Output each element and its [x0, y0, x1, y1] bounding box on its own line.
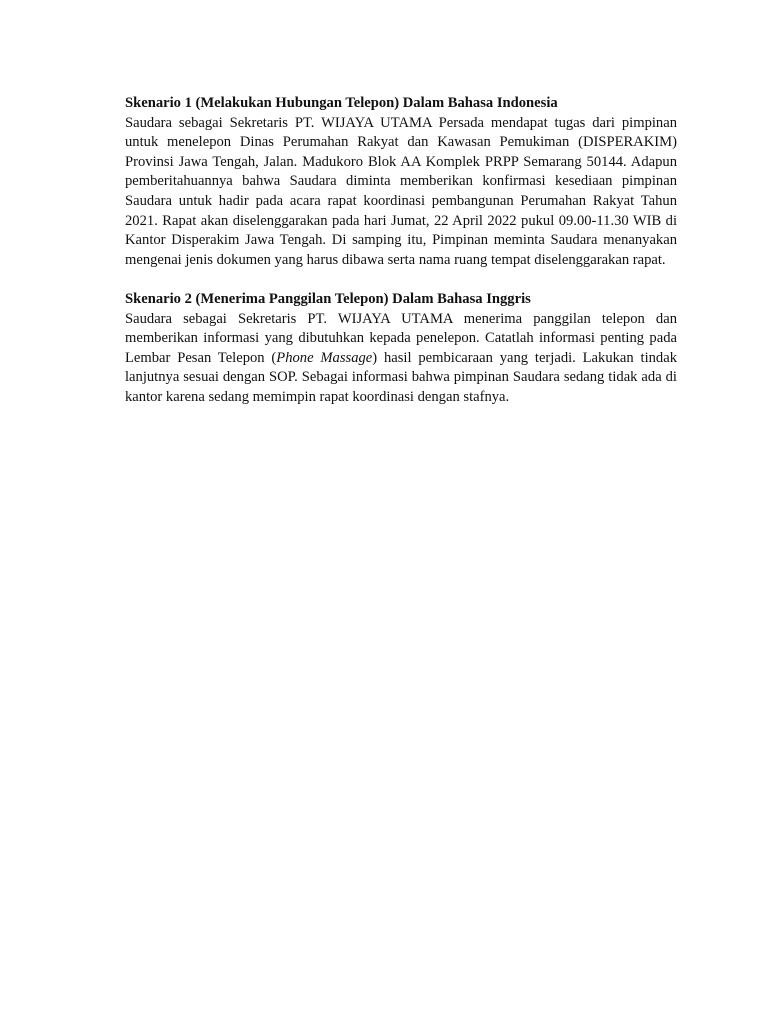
scenario-2-body: [125, 310, 677, 408]
scenario-2-heading: Skenario 2 (Menerima Panggilan Telepon) Dalam Bahasa Inggris: [125, 290, 531, 307]
scenario-1-section: [125, 94, 677, 270]
scenario-2-body-italic: Phone Massage: [276, 349, 373, 366]
scenario-2-body-part2: ) hasil pembicaraan yang terjadi. Lakukan tindak lanjutnya sesuai dengan SOP. Sebagai informasi bahwa pimpinan Saudara sedang tidak ada di kantor karena sedang memimpin rapat koordinasi dengan stafnya.: [125, 349, 677, 405]
scenario-1-body: Saudara sebagai Sekretaris PT. WIJAYA UTAMA Persada mendapat tugas dari pimpinan untuk menelepon Dinas Perumahan Rakyat dan Kawasan Pemukiman (DISPERAKIM) Provinsi Jawa Tengah, Jalan. Madukoro Blok AA Komplek PRPP Semarang 50144. Adapun pemberitahuannya bahwa Saudara diminta memberikan konfirmasi kesediaan pimpinan Saudara untuk hadir pada acara rapat koordinasi pembangunan Perumahan Rakyat Tahun 2021. Rapat akan diselenggarakan pada hari Jumat, 22 April 2022 pukul 09.00-11.30 WIB di Kantor Disperakim Jawa Tengah. Di samping itu, Pimpinan meminta Saudara menanyakan mengenai jenis dokumen yang harus dibawa serta nama ruang tempat diselenggarakan rapat.: [125, 114, 677, 268]
scenario-2-body-part1: Saudara sebagai Sekretaris PT. WIJAYA UTAMA menerima panggilan telepon dan memberikan informasi yang dibutuhkan kepada penelepon. Catatlah informasi penting pada Lembar Pesan Telepon (: [125, 310, 677, 366]
scenario-2-section: [125, 290, 677, 408]
scenario-1-heading: Skenario 1 (Melakukan Hubungan Telepon) Dalam Bahasa Indonesia: [125, 95, 558, 111]
document-page: [125, 94, 677, 408]
